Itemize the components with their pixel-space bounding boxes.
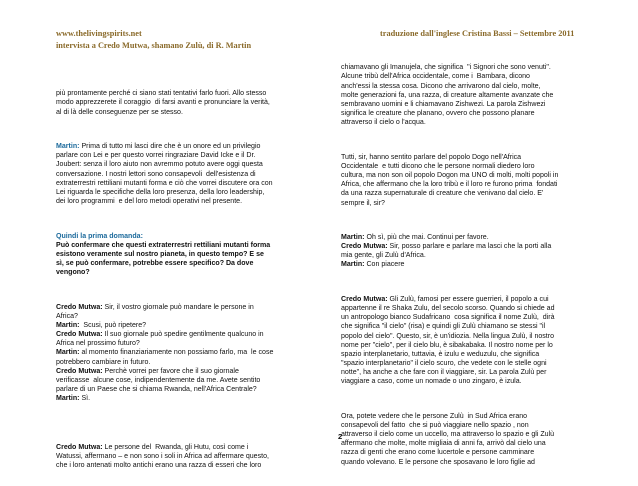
speaker-label: Martin: (56, 349, 80, 357)
space-travel-paragraph: Ora, potete vedere che le persone Zulù in Sud Africa erano consapevoli del fatto che si può viaggiare nello spazio , non attraverso il cielo come un uccello, ma attraverso lo spazio e gli Zulù affermano che molte, molte migliaia di anni fa, arrivò dal cielo una razza di genti che erano come lucertole e persone camminare quando volevano. E le persone che sposavano le loro figlie ad (341, 412, 555, 466)
dialogue-text: Sì. (79, 395, 91, 403)
dialogue-text: Il suo giornale può spedire gentilmente qualcuno in Africa nel prossimo futuro? (56, 331, 264, 348)
speaker-label: Credo Mutwa: (56, 443, 103, 451)
speaker-label: Martin: (341, 233, 365, 241)
closing-paragraph (56, 443, 328, 470)
page-number: 2 (338, 432, 343, 441)
dialogue-text: Sir, posso parlare e parlare ma lasci che la porti alla mia gente, gli Zulù d'Africa. (341, 243, 552, 260)
speaker-label: Martin: (56, 321, 80, 329)
right-column (341, 45, 619, 483)
dialogue-block (56, 303, 328, 404)
dogon-paragraph: Tutti, sir, hanno sentito parlare del popolo Dogo nell'Africa Occidentale e tutti dicono che le persone normali diedero loro cultura, ma non son oil popolo Dogon ma UNO di molti, molti popoli in Africa, che affermano che la loro tribù e il loro re furono prima fondati da una razza supernaturale di creature che venivano dal cielo. E' sempre il, sir? (341, 153, 559, 207)
speaker-label: Martin: (56, 143, 80, 151)
speaker-label: Credo Mutwa: (56, 303, 103, 311)
imanujela-paragraph: chiamavano gli Imanujela, che significa "i Signori che sono venuti". Alcune tribù dell'Africa occidentale, come i Bambara, dicono anch'essi la stessa cosa. Dicono che arrivarono dal cielo, molte, molte generazioni fa, una razza, di creature altamente avanzate che sembravano uomini e li chiamavano Zishwezi. La parola Zishwezi significa le creature che planano, ovvero che possono planare attraverso il cielo o l'acqua. (341, 64, 554, 127)
martin-intro-paragraph (56, 142, 328, 206)
header-translation-credit: traduzione dall'inglese Cristina Bassi – Settembre 2011 (380, 29, 575, 38)
intro-paragraph: più prontamente perché ci siano stati tentativi farlo fuori. Allo stesso modo apprezzerete il coraggio di farsi avanti e pronunciare la verità, al di là delle conseguenze per se stesso. (56, 90, 270, 116)
dialogue-text: Sir, il vostro giornale può mandare le persone in Africa? (56, 303, 254, 320)
dialogue-text: Con piacere (364, 261, 405, 269)
paragraph-text: Le persone del Rwanda, gli Hutu, così come i Watussi, affermano – e non sono i soli in Africa ad affermare questo, che i loro antenati molto antichi erano una razza di esseri che loro (56, 443, 269, 469)
zulu-paragraph (341, 295, 619, 387)
speaker-label: Credo Mutwa: (341, 295, 388, 303)
dialogue-text: Scusi, può ripetere? (79, 321, 147, 329)
question-text: Può confermare che questi extraterrestri rettiliani mutanti forma esistono veramente sul nostro pianeta, in questo tempo? E se sì, se può confermare, potrebbe essere specifico? Da dove vengono? (56, 241, 271, 277)
dialogue-text: Perchè vorrei per favore che il suo giornale verificasse alcune cose, indipendentemente da me. Avete sentito parlare di un Paese che si chiama Rwanda, nell'Africa Centrale? (56, 367, 261, 393)
speaker-label: Martin: (341, 261, 365, 269)
speaker-label: Credo Mutwa: (56, 367, 103, 375)
dialogue-text: Oh sì, più che mai. Continui per favore. (364, 233, 489, 241)
speaker-label: Credo Mutwa: (341, 243, 388, 251)
first-question (56, 232, 328, 278)
paragraph-text: Gli Zulù, famosi per essere guerrieri, il popolo a cui appartenne il re Shaka Zulu, del secolo scorso. Quando si chiede ad un antropologo bianco Sudafricano cosa significa il nome Zulù, dirà che significa "il cielo" (risa) e quindi gli Zulù chiamano se stessi "il popolo del cielo". Questo, sir, è un'idiozia. Nella lingua Zulù, il nostro nome per "cielo", per il cielo blu, è sibakabaka. Il nostro nome per lo spazio interplanetario, tuttavia, è izulu e weduzulu, che significa "spazio interplanetario" il cielo scuro, che vedete con le stelle ogni notte", ha anche a che fare con il viaggiare, sir. La parola Zulù per viaggiare a caso, come un nomade o uno zingaro, è izula. (341, 295, 555, 386)
left-column (56, 71, 328, 486)
speaker-label: Credo Mutwa: (56, 331, 103, 339)
question-heading: Quindi la prima domanda: (56, 232, 143, 240)
header-subtitle: intervista a Credo Mutwa, shamano Zulù, di R. Martin (56, 41, 252, 50)
header-url: www.thelivingspirits.net (56, 29, 142, 38)
speaker-label: Martin: (56, 395, 80, 403)
paragraph-text: Prima di tutto mi lasci dire che è un onore ed un privilegio parlare con Lei e per questo vorrei ringraziare David Icke e il Dr. Joubert: senza il loro aiuto non avremmo potuto avere oggi questa conversazione. I nostri lettori sono consapevoli dell'esistenza di extraterrestri rettiliani mutanti forma e ciò che vorrei discutere ora con Lei riguarda le specifiche della loro presenza, della loro leadership, dei loro programmi e del loro metodi operativi nel presente. (56, 143, 273, 206)
dialogue-text: al momento finanziariamente non possiamo farlo, ma le cose potrebbero cambiare in futuro. (56, 349, 274, 366)
dialogue-block (341, 233, 619, 270)
